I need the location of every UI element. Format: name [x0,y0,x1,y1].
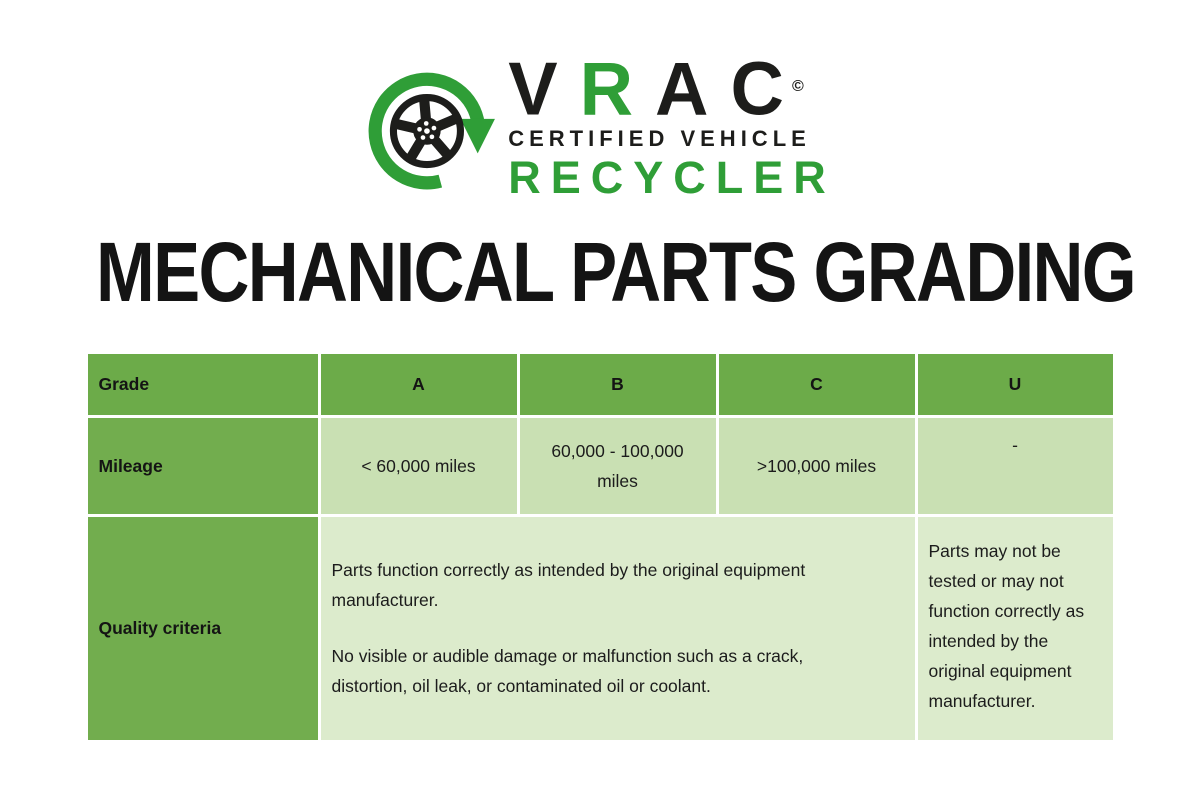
brand-letter: A [655,46,709,131]
brand-letter: V [508,46,558,131]
page-title: MECHANICAL PARTS GRADING [96,225,1136,319]
brand-letter: R [579,46,634,131]
header-grade-b: B [520,354,716,415]
grading-table [88,354,1113,740]
quality-criteria-paragraph: Parts function correctly as intended by the original equipment manufacturer. [331,560,806,610]
mileage-grade-u [918,418,1113,514]
mileage-grade-b [520,418,716,514]
brand-name [508,46,804,131]
quality-criteria-grade-u-text: Parts may not be tested or may not function correctly as intended by the original equipment manufacturer. [928,541,1085,711]
quality-criteria-paragraph: No visible or audible damage or malfunction such as a crack, distortion, oil leak, or contaminated oil or coolant. [331,646,804,696]
mileage-grade-a [321,418,517,514]
header-grade: Grade [88,354,318,415]
mileage-grade-c [719,418,915,514]
logo-text [508,46,836,203]
mileage-grade-c-value: >100,000 miles [756,456,877,476]
brand-subtitle-recycler: RECYCLER [508,152,836,203]
mileage-grade-a-value: < 60,000 miles [361,456,476,476]
header-grade-c: C [719,354,915,415]
quality-criteria-grade-u [918,517,1113,740]
header-grade-a: A [321,354,517,415]
header-grade-u: U [918,354,1113,415]
copyright-symbol: © [791,78,804,95]
mileage-grade-u-value: - [1012,435,1018,455]
row-label-mileage: Mileage [88,418,318,514]
brand-subtitle: CERTIFIED VEHICLE [508,126,811,151]
logo [0,0,1200,203]
row-label-quality-criteria: Quality criteria [88,517,318,740]
wheel-recycle-icon [364,62,498,196]
mileage-grade-b-value: 60,000 - 100,000 miles [551,441,684,491]
quality-criteria-grades-abc [321,517,915,740]
brand-letter: C [730,46,784,131]
